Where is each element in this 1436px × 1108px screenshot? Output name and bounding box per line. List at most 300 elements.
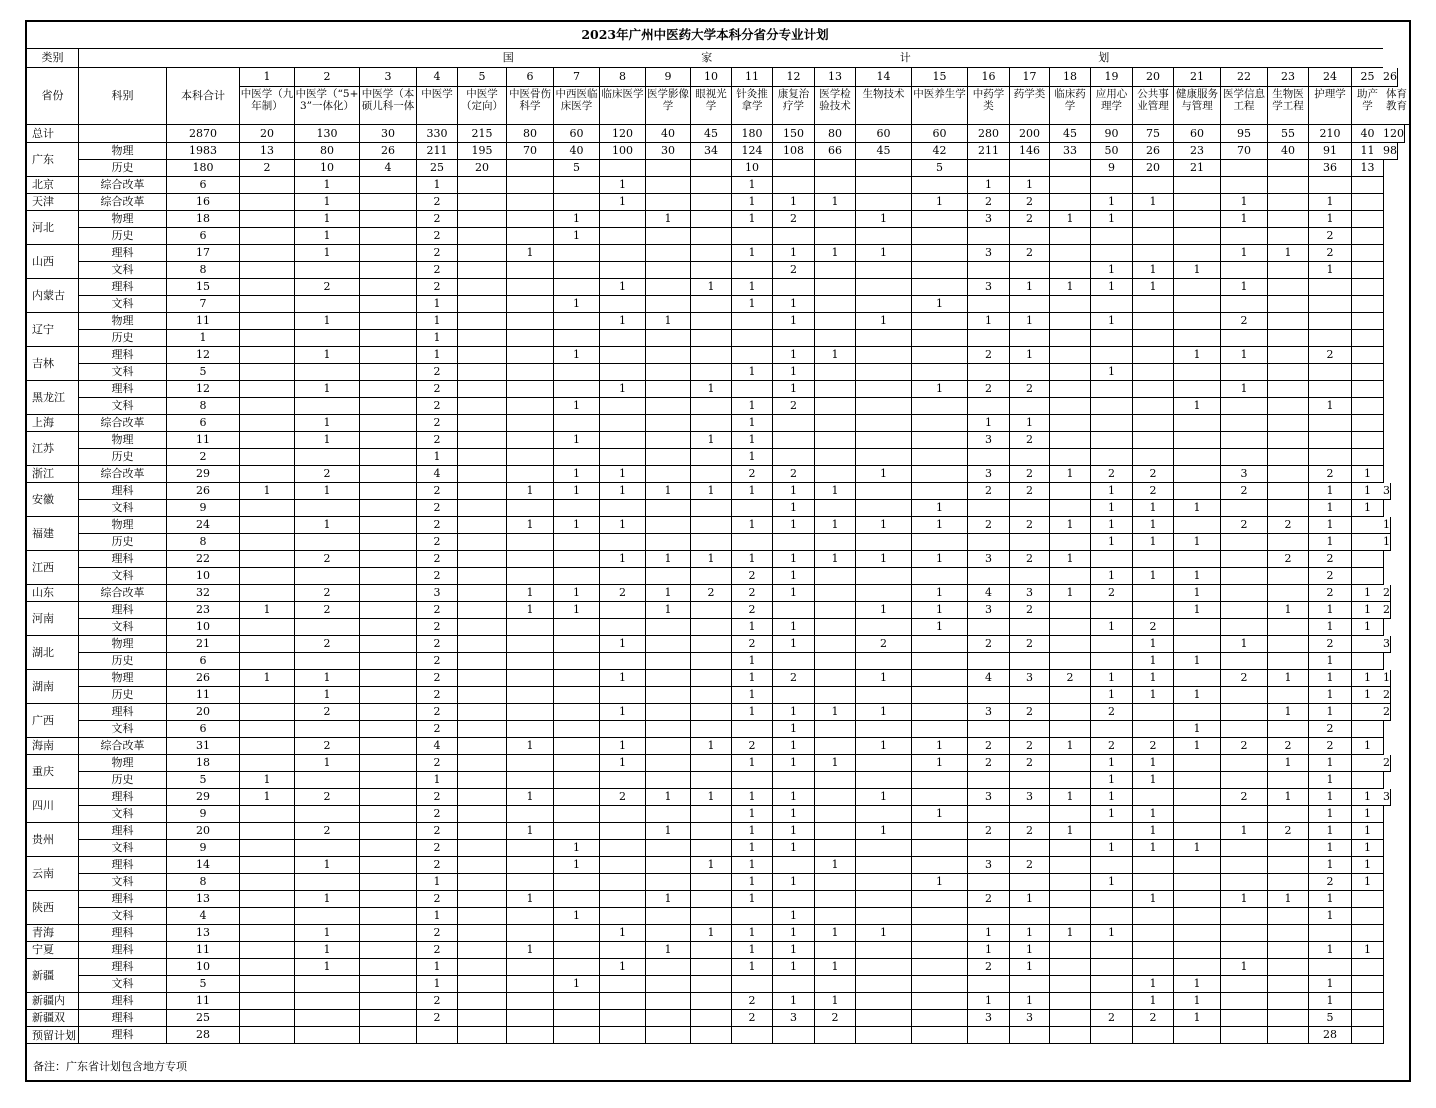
quota-cell: [458, 415, 507, 432]
quota-cell: [600, 432, 646, 449]
quota-cell: 2: [295, 636, 360, 653]
quota-cell: [1050, 398, 1091, 415]
quota-cell: [458, 398, 507, 415]
quota-cell: [507, 296, 554, 313]
quota-cell: [968, 262, 1010, 279]
quota-cell: [815, 415, 856, 432]
quota-cell: 1: [1352, 670, 1383, 687]
quota-cell: [295, 772, 360, 789]
quota-cell: [1010, 687, 1050, 704]
quota-cell: [1383, 942, 1384, 959]
quota-cell: 1: [1091, 840, 1133, 857]
quota-cell: [815, 330, 856, 347]
quota-cell: [1383, 874, 1384, 891]
quota-cell: [1221, 160, 1268, 177]
province-cell: 新疆内: [27, 993, 79, 1010]
quota-cell: 2: [732, 466, 773, 483]
quota-cell: 1: [1309, 534, 1352, 551]
quota-cell: [646, 993, 691, 1010]
quota-cell: 2: [417, 602, 458, 619]
quota-cell: 3: [968, 432, 1010, 449]
quota-cell: [1174, 891, 1221, 908]
quota-cell: [1309, 432, 1352, 449]
quota-cell: [295, 619, 360, 636]
quota-cell: [295, 874, 360, 891]
quota-cell: [815, 891, 856, 908]
quota-cell: 1: [295, 228, 360, 245]
quota-cell: 2: [773, 670, 815, 687]
quota-cell: [458, 619, 507, 636]
quota-cell: 1: [773, 619, 815, 636]
quota-cell: 108: [773, 143, 815, 160]
quota-cell: [360, 381, 417, 398]
quota-cell: 3: [1383, 789, 1391, 806]
quota-cell: [360, 568, 417, 585]
quota-cell: [295, 976, 360, 993]
major-number: 11: [732, 68, 773, 87]
quota-cell: [1221, 585, 1268, 602]
quota-cell: [691, 177, 732, 194]
quota-cell: [1091, 551, 1133, 568]
quota-cell: 1: [691, 925, 732, 942]
quota-cell: [360, 449, 417, 466]
subject-cell: 理科: [79, 823, 167, 840]
quota-cell: [1268, 976, 1309, 993]
quota-cell: [1091, 653, 1133, 670]
row-total-cell: 11: [167, 942, 240, 959]
quota-cell: [240, 738, 295, 755]
quota-cell: [1383, 993, 1384, 1010]
quota-cell: [507, 908, 554, 925]
major-number: 12: [773, 68, 815, 87]
quota-cell: 1: [646, 313, 691, 330]
row-total-cell: 26: [167, 483, 240, 500]
quota-cell: [815, 534, 856, 551]
quota-cell: [1309, 313, 1352, 330]
quota-cell: [856, 534, 912, 551]
quota-cell: [1091, 823, 1133, 840]
row-total-cell: 9: [167, 806, 240, 823]
quota-cell: 2: [1268, 738, 1309, 755]
quota-cell: 1: [1352, 789, 1383, 806]
quota-cell: [1221, 330, 1268, 347]
quota-cell: [458, 449, 507, 466]
quota-cell: 3: [968, 602, 1010, 619]
quota-cell: [240, 721, 295, 738]
quota-cell: 2: [295, 585, 360, 602]
subject-cell: 物理: [79, 143, 167, 160]
quota-cell: 1: [554, 296, 600, 313]
quota-cell: 3: [968, 857, 1010, 874]
quota-cell: [600, 823, 646, 840]
quota-cell: [1352, 330, 1383, 347]
major-name: 中医学（本硕儿科一体: [360, 87, 417, 125]
quota-cell: 1: [646, 483, 691, 500]
quota-cell: [1268, 840, 1309, 857]
quota-cell: [1050, 772, 1091, 789]
quota-cell: 1: [1309, 976, 1352, 993]
quota-cell: [240, 364, 295, 381]
quota-cell: 1: [1174, 1010, 1221, 1027]
quota-cell: [1174, 636, 1221, 653]
quota-cell: 1: [417, 874, 458, 891]
quota-cell: [856, 228, 912, 245]
quota-cell: [1091, 721, 1133, 738]
quota-cell: 2: [295, 823, 360, 840]
province-cell: 北京: [27, 177, 79, 194]
major-number: 25: [1352, 68, 1383, 87]
quota-cell: [1010, 364, 1050, 381]
quota-cell: 1: [1268, 245, 1309, 262]
quota-cell: [458, 789, 507, 806]
quota-cell: 2: [417, 721, 458, 738]
quota-cell: 1: [773, 585, 815, 602]
quota-cell: 2: [417, 704, 458, 721]
quota-cell: 1: [815, 755, 856, 772]
quota-cell: 1: [773, 789, 815, 806]
quota-cell: [600, 806, 646, 823]
quota-cell: [856, 755, 912, 772]
quota-cell: [1383, 245, 1384, 262]
quota-cell: 1: [507, 517, 554, 534]
quota-cell: [1133, 228, 1174, 245]
quota-cell: 1: [856, 466, 912, 483]
quota-cell: [1268, 534, 1309, 551]
quota-cell: [360, 602, 417, 619]
quota-cell: [458, 823, 507, 840]
quota-cell: 1: [600, 636, 646, 653]
quota-cell: 10: [732, 160, 773, 177]
province-cell: 天津: [27, 194, 79, 211]
quota-cell: [458, 347, 507, 364]
quota-cell: [458, 262, 507, 279]
quota-cell: 1: [912, 551, 968, 568]
quota-cell: [360, 500, 417, 517]
quota-cell: 1: [646, 211, 691, 228]
quota-cell: 1: [1091, 755, 1133, 772]
row-total-cell: 14: [167, 857, 240, 874]
quota-cell: [691, 908, 732, 925]
quota-cell: 1: [417, 177, 458, 194]
major-name: 中药学类: [968, 87, 1010, 125]
quota-cell: [507, 398, 554, 415]
quota-cell: [773, 330, 815, 347]
quota-cell: [1091, 993, 1133, 1010]
quota-cell: [295, 993, 360, 1010]
quota-cell: 2: [968, 194, 1010, 211]
plan-table-frame: [25, 20, 1411, 1082]
quota-cell: [507, 721, 554, 738]
quota-cell: [646, 653, 691, 670]
quota-cell: 1: [295, 415, 360, 432]
quota-cell: [600, 1010, 646, 1027]
quota-cell: [1221, 500, 1268, 517]
row-total-cell: 13: [167, 891, 240, 908]
quota-cell: [507, 500, 554, 517]
quota-cell: 2: [1010, 551, 1050, 568]
row-total-cell: 8: [167, 398, 240, 415]
quota-cell: 2: [1010, 245, 1050, 262]
quota-cell: [1383, 330, 1384, 347]
quota-cell: [1050, 160, 1091, 177]
quota-cell: [240, 959, 295, 976]
quota-cell: [458, 976, 507, 993]
quota-cell: [1352, 313, 1383, 330]
quota-cell: [773, 857, 815, 874]
quota-cell: 1: [1133, 262, 1174, 279]
quota-cell: [646, 874, 691, 891]
quota-cell: [1133, 959, 1174, 976]
quota-cell: [646, 772, 691, 789]
quota-cell: [1091, 177, 1133, 194]
quota-cell: [600, 653, 646, 670]
quota-cell: [646, 840, 691, 857]
quota-cell: 2: [968, 738, 1010, 755]
quota-cell: [691, 976, 732, 993]
quota-cell: [554, 959, 600, 976]
row-total-cell: 5: [167, 976, 240, 993]
quota-cell: [507, 925, 554, 942]
quota-cell: [815, 942, 856, 959]
quota-cell: [646, 415, 691, 432]
quota-cell: [968, 840, 1010, 857]
quota-cell: 1: [240, 670, 295, 687]
quota-cell: [815, 160, 856, 177]
quota-cell: [912, 993, 968, 1010]
quota-cell: [600, 993, 646, 1010]
quota-cell: 3: [968, 704, 1010, 721]
quota-cell: [1221, 619, 1268, 636]
quota-cell: [691, 500, 732, 517]
quota-cell: [646, 449, 691, 466]
quota-cell: [646, 619, 691, 636]
quota-cell: 1: [1309, 840, 1352, 857]
quota-cell: 2: [417, 993, 458, 1010]
quota-cell: 1: [554, 585, 600, 602]
quota-cell: [295, 500, 360, 517]
quota-cell: [815, 653, 856, 670]
quota-cell: [1010, 262, 1050, 279]
quota-cell: [295, 534, 360, 551]
quota-cell: 1: [773, 364, 815, 381]
quota-cell: [507, 415, 554, 432]
quota-cell: 211: [968, 143, 1010, 160]
quota-cell: 2: [417, 483, 458, 500]
quota-cell: 3: [968, 1010, 1010, 1027]
quota-cell: [691, 602, 732, 619]
quota-cell: 1: [1309, 211, 1352, 228]
row-total-cell: 18: [167, 211, 240, 228]
province-cell: 贵州: [27, 823, 79, 857]
quota-cell: 1: [773, 925, 815, 942]
quota-cell: [1383, 1027, 1384, 1044]
quota-cell: [1050, 228, 1091, 245]
quota-cell: [240, 687, 295, 704]
quota-cell: [360, 806, 417, 823]
quota-cell: [732, 721, 773, 738]
quota-cell: 2: [295, 704, 360, 721]
total-row-value: 330: [417, 125, 458, 143]
quota-cell: [600, 534, 646, 551]
quota-cell: [1091, 959, 1133, 976]
quota-cell: [360, 1027, 417, 1044]
quota-cell: [691, 228, 732, 245]
quota-cell: [1174, 619, 1221, 636]
quota-cell: [1352, 177, 1383, 194]
quota-cell: 91: [1309, 143, 1352, 160]
quota-cell: [507, 772, 554, 789]
quota-cell: [295, 262, 360, 279]
subject-cell: 物理: [79, 755, 167, 772]
quota-cell: [1174, 959, 1221, 976]
quota-cell: [240, 279, 295, 296]
quota-cell: [1383, 228, 1384, 245]
quota-cell: [691, 755, 732, 772]
quota-cell: 1: [1352, 857, 1383, 874]
row-total-cell: 6: [167, 721, 240, 738]
quota-cell: 1: [773, 874, 815, 891]
quota-cell: [912, 840, 968, 857]
quota-cell: [815, 670, 856, 687]
row-total-cell: 11: [167, 313, 240, 330]
quota-cell: 1: [1383, 534, 1391, 551]
quota-cell: 33: [1050, 143, 1091, 160]
quota-cell: [1221, 840, 1268, 857]
quota-cell: 2: [968, 636, 1010, 653]
quota-cell: 1: [815, 347, 856, 364]
subject-cell: 物理: [79, 670, 167, 687]
quota-cell: 2: [417, 415, 458, 432]
quota-cell: [554, 245, 600, 262]
quota-cell: [1133, 704, 1174, 721]
quota-cell: 1: [773, 483, 815, 500]
quota-cell: 124: [732, 143, 773, 160]
major-number: 8: [600, 68, 646, 87]
quota-cell: [295, 721, 360, 738]
quota-cell: [458, 432, 507, 449]
quota-cell: 28: [1309, 1027, 1352, 1044]
quota-cell: 1: [507, 942, 554, 959]
quota-cell: [360, 330, 417, 347]
quota-cell: 1: [1309, 687, 1352, 704]
quota-cell: [1050, 959, 1091, 976]
quota-cell: 1: [1268, 789, 1309, 806]
quota-cell: [360, 704, 417, 721]
quota-cell: [360, 772, 417, 789]
quota-cell: 2: [417, 568, 458, 585]
quota-cell: 1: [912, 602, 968, 619]
province-cell: 广西: [27, 704, 79, 738]
province-cell: 预留计划: [27, 1027, 79, 1044]
quota-cell: [1352, 1010, 1383, 1027]
subject-cell: 历史: [79, 772, 167, 789]
quota-cell: [815, 823, 856, 840]
quota-cell: [912, 245, 968, 262]
quota-cell: [458, 1027, 507, 1044]
quota-cell: [458, 653, 507, 670]
major-name: 中医学（“5+3”一体化）: [295, 87, 360, 125]
quota-cell: [295, 296, 360, 313]
quota-cell: [507, 177, 554, 194]
quota-cell: [458, 483, 507, 500]
quota-cell: [458, 194, 507, 211]
quota-cell: 2: [1309, 551, 1352, 568]
quota-cell: 1: [1268, 704, 1309, 721]
quota-cell: [554, 789, 600, 806]
quota-cell: [1091, 602, 1133, 619]
quota-cell: [600, 976, 646, 993]
quota-cell: 2: [417, 653, 458, 670]
quota-cell: 1: [417, 296, 458, 313]
quota-cell: 2: [417, 398, 458, 415]
quota-cell: [1268, 908, 1309, 925]
quota-cell: 2: [968, 959, 1010, 976]
quota-cell: [458, 364, 507, 381]
quota-cell: 1: [1383, 670, 1391, 687]
quota-cell: 2: [1221, 313, 1268, 330]
quota-cell: [360, 993, 417, 1010]
quota-cell: [773, 228, 815, 245]
quota-cell: 70: [507, 143, 554, 160]
province-cell: 海南: [27, 738, 79, 755]
quota-cell: [1133, 415, 1174, 432]
quota-cell: [968, 687, 1010, 704]
quota-cell: 1: [732, 959, 773, 976]
row-total-cell: 31: [167, 738, 240, 755]
quota-cell: [1050, 245, 1091, 262]
quota-cell: 3: [1383, 636, 1391, 653]
quota-cell: [856, 449, 912, 466]
quota-cell: [815, 466, 856, 483]
subject-cell: 文科: [79, 840, 167, 857]
quota-cell: [507, 330, 554, 347]
quota-cell: 2: [1010, 517, 1050, 534]
quota-cell: [458, 211, 507, 228]
quota-cell: [912, 449, 968, 466]
quota-cell: [507, 432, 554, 449]
quota-cell: [458, 670, 507, 687]
quota-cell: 1: [1133, 568, 1174, 585]
quota-cell: [600, 857, 646, 874]
quota-cell: [1010, 534, 1050, 551]
quota-cell: 1: [856, 704, 912, 721]
quota-cell: [1050, 313, 1091, 330]
quota-cell: [1221, 874, 1268, 891]
major-number: 7: [554, 68, 600, 87]
quota-cell: 1: [1352, 806, 1383, 823]
quota-cell: 1: [1309, 602, 1352, 619]
quota-cell: [912, 228, 968, 245]
quota-cell: 1: [295, 177, 360, 194]
quota-cell: [1352, 1027, 1383, 1044]
quota-cell: [773, 432, 815, 449]
plan-header-char: 国: [502, 51, 514, 64]
quota-cell: [968, 449, 1010, 466]
quota-cell: 36: [1309, 160, 1352, 177]
quota-cell: 1: [1133, 194, 1174, 211]
quota-cell: [856, 432, 912, 449]
quota-cell: [1050, 874, 1091, 891]
quota-cell: [240, 976, 295, 993]
quota-cell: 1: [815, 194, 856, 211]
quota-cell: [1268, 772, 1309, 789]
quota-cell: 1: [417, 772, 458, 789]
quota-cell: 1: [1309, 517, 1352, 534]
quota-cell: [912, 466, 968, 483]
quota-cell: [1268, 449, 1309, 466]
quota-cell: [240, 891, 295, 908]
quota-cell: [912, 976, 968, 993]
